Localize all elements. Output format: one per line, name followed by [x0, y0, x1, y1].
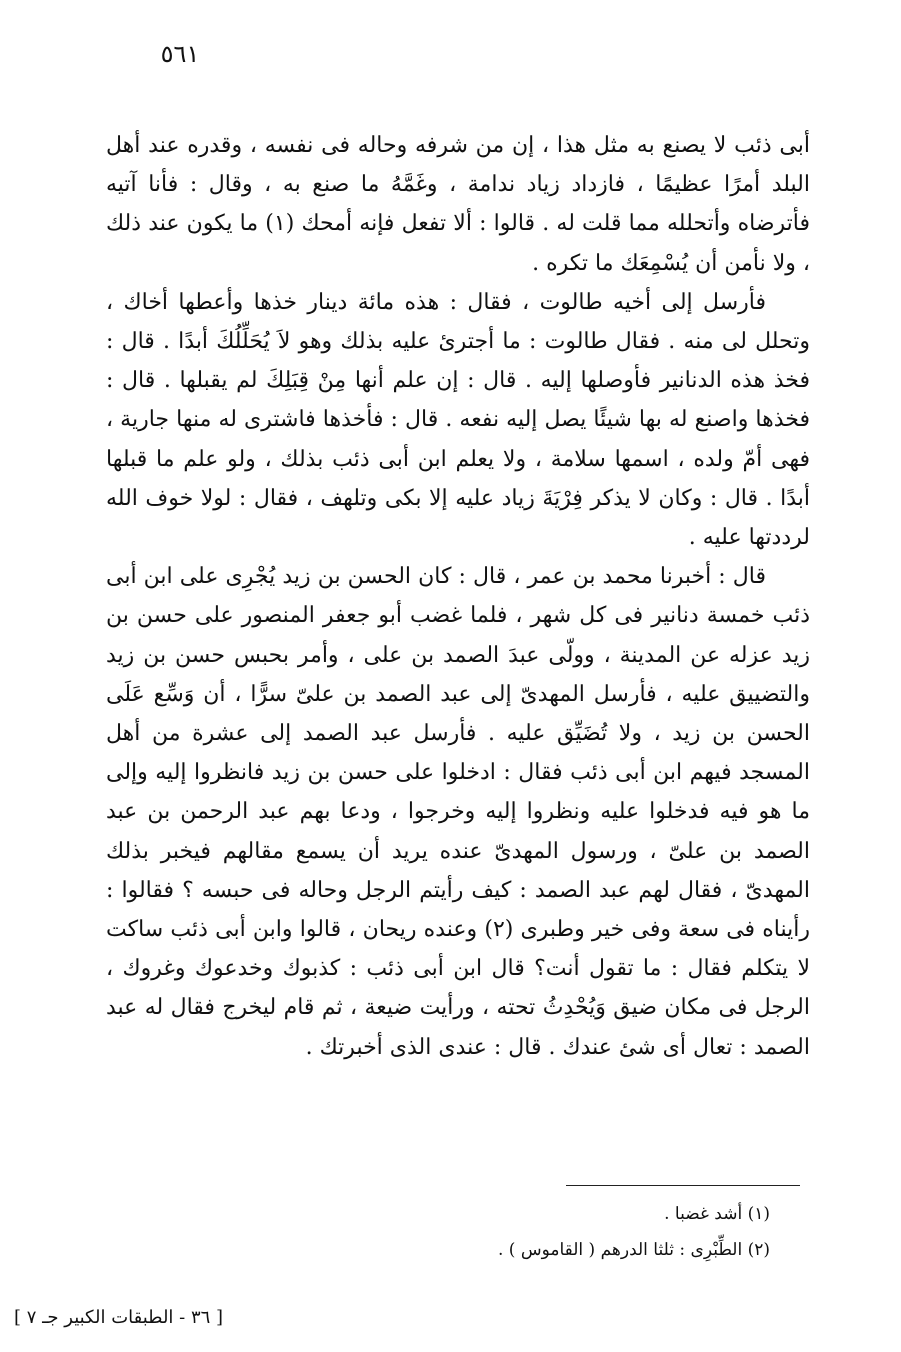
footnotes [300, 1196, 770, 1268]
paragraph-1: أبى ذئب لا يصنع به مثل هذا ، إن من شرفه وحاله فى نفسه ، وقدره عند أهل البلد أمرًا عظيمًا ، فازداد زياد ندامة ، وغَمَّهُ ما صنع به ، وقال : فأنا آتيه فأترضاه وأتحلله مما قلت له . قالوا : ألا تفعل فإنه أمحك (١) ما يكون عند ذلك ، ولا نأمن أن يُسْمِعَك ما تكره . [106, 133, 810, 276]
footnote-1: (١) أشد غضبا . [664, 1204, 770, 1224]
signature-line: [ ٣٦ - الطبقات الكبير جـ ٧ ] [14, 1307, 224, 1328]
paragraph-3: قال : أخبرنا محمد بن عمر ، قال : كان الحسن بن زيد يُجْرِى على ابن أبى ذئب خمسة دنانير فى كل شهر ، فلما غضب أبو جعفر المنصور على حسن بن زيد عزله عن المدينة ، وولّى عبدَ الصمد بن على ، وأمر بحبس حسن بن زيد والتضييق عليه ، فأرسل المهدىّ إلى عبد الصمد بن علىّ سرًّا ، أن وَسِّع عَلَى الحسن بن زيد ، ولا تُضَيِّق عليه . فأرسل عبد الصمد إلى عشرة من أهل المسجد فيهم ابن أبى ذئب فقال : ادخلوا على حسن بن زيد فانظروا إليه وإلى ما هو فيه فدخلوا عليه ونظروا إليه وخرجوا ، ودعا بهم عبد الرحمن بن عبد الصمد بن علىّ ، ورسول المهدىّ عنده يريد أن يسمع مقالهم فيخبر بذلك المهدىّ ، فقال لهم عبد الصمد : كيف رأيتم الرجل وحاله فى حبسه ؟ فقالوا : رأيناه فى سعة وفى خير وطبرى (٢) وعنده ريحان ، قالوا وابن أبى ذئب ساكت لا يتكلم فقال : ما تقول أنت؟ قال ابن أبى ذئب : كذبوك وخدعوك وغروك ، الرجل فى مكان ضيق وَيُحْدِثُ تحته ، ورأيت ضيعة ، ثم قام ليخرج فقال له عبد الصمد : تعال أى شئ عندك . قال : عندى الذى أخبرتك . [106, 564, 811, 1060]
main-text [106, 126, 810, 1067]
footnote-2: (٢) الطِّبْرِى : ثلثا الدرهم ( القاموس ) . [497, 1240, 770, 1260]
paragraph-2: فأرسل إلى أخيه طالوت ، فقال : هذه مائة دينار خذها وأعطها أخاك ، وتحلل لى منه . فقال طالوت : ما أجترئ عليه بذلك وهو لاَ يُحَلِّلُكَ أبدًا . قال : فخذ هذه الدنانير فأوصلها إليه . قال : إن علم أنها مِنْ قِبَلِكَ لم يقبلها . قال : فخذها واصنع له بها شيئًا يصل إليه نفعه . قال : فأخذها فاشترى له منها جارية ، فهى أمّ ولده ، اسمها سلامة ، ولا يعلم ابن أبى ذئب بذلك ، ولو علم ما قبلها أبدًا . قال : وكان لا يذكر فِرْيَةَ زياد عليه إلا بكى وتلهف ، فقال : لولا خوف الله لرددتها عليه . [106, 289, 810, 551]
page-number: ٥٦١ [160, 40, 200, 68]
footnote-divider [566, 1185, 800, 1186]
